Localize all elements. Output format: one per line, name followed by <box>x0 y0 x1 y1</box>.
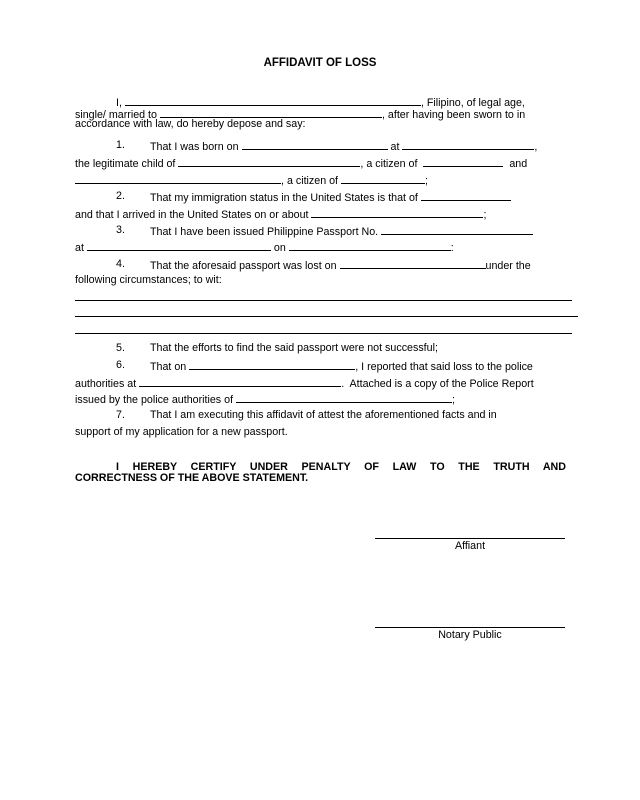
item2-end: ; <box>483 209 487 221</box>
arrival-date-blank[interactable] <box>311 207 483 218</box>
intro-civil-status: single/ married to <box>75 109 157 121</box>
item3-line-2 <box>75 240 454 255</box>
affiant-signature-line[interactable] <box>375 538 565 539</box>
item1-line-3 <box>75 173 428 188</box>
spouse-name-blank[interactable] <box>160 107 382 118</box>
item1-line-1: That I was born on at , <box>150 141 538 153</box>
item6-number: 6. <box>116 359 125 371</box>
item5-line-1: That the efforts to find the said passport were not successful; <box>150 342 438 354</box>
intro-opening: I, <box>116 97 122 109</box>
father-citizenship-blank[interactable] <box>423 156 503 167</box>
loss-date-blank[interactable] <box>340 258 486 269</box>
notary-label: Notary Public <box>438 629 502 641</box>
item1-line-2 <box>75 156 527 171</box>
item5-number: 5. <box>116 342 125 354</box>
item3-at: at <box>75 242 84 254</box>
birth-place-blank[interactable] <box>402 139 534 150</box>
item4-line-1 <box>150 258 531 273</box>
item6-reported: , I reported that said loss to the police <box>355 361 533 373</box>
item7-number: 7. <box>116 409 125 421</box>
item2-arrived: and that I arrived in the United States on or about <box>75 209 309 221</box>
affiant-label: Affiant <box>454 540 486 552</box>
item7-line-2: support of my application for a new passport. <box>75 426 288 438</box>
item3-on: on <box>273 242 286 254</box>
item2-line-2 <box>75 207 486 222</box>
item4-lost-on: That the aforesaid passport was lost on <box>150 260 337 272</box>
item1-number: 1. <box>116 139 125 151</box>
item2-line-1 <box>150 190 511 205</box>
item6-end: ; <box>452 394 456 406</box>
passport-number-blank[interactable] <box>381 224 533 235</box>
certification-line-2: CORRECTNESS OF THE ABOVE STATEMENT. <box>75 472 309 484</box>
item1-citizen-of-2: , a citizen of <box>281 175 339 187</box>
intro-sworn: , after having been sworn to in <box>381 109 526 121</box>
report-date-blank[interactable] <box>189 359 355 370</box>
police-authority-blank[interactable] <box>236 392 452 403</box>
item6-issued-by: issued by the police authorities of <box>75 394 234 406</box>
circumstances-line-2[interactable] <box>75 316 578 317</box>
affiant-name-blank[interactable] <box>125 95 421 106</box>
item3-line-1 <box>150 224 533 239</box>
mother-citizenship-blank[interactable] <box>341 173 425 184</box>
father-name-blank[interactable] <box>178 156 360 167</box>
item1-born-on: That I was born on <box>150 141 239 153</box>
immigration-status-blank[interactable] <box>421 190 511 201</box>
item6-that-on: That on <box>150 361 187 373</box>
item1-end: ; <box>425 175 428 187</box>
item4-under: under the <box>485 260 531 272</box>
item6-authorities-at: authorities at <box>75 378 137 390</box>
item1-citizen-of: , a citizen of <box>360 158 418 170</box>
item6-line-3 <box>75 392 455 407</box>
item1-child-of: the legitimate child of <box>75 158 176 170</box>
document-title: AFFIDAVIT OF LOSS <box>263 57 377 69</box>
certification-line-1: I HEREBY CERTIFY UNDER PENALTY OF LAW TO THE TRUTH AND <box>116 461 566 473</box>
item6-line-2 <box>75 376 534 391</box>
item6-attached: . Attached is a copy of the Police Report <box>341 378 534 390</box>
circumstances-line-3[interactable] <box>75 333 572 334</box>
item6-line-1 <box>150 359 533 374</box>
birth-date-blank[interactable] <box>242 139 388 150</box>
item4-number: 4. <box>116 258 125 270</box>
passport-issue-date-blank[interactable] <box>289 240 451 251</box>
item3-end: : <box>450 242 454 254</box>
item2-number: 2. <box>116 190 125 202</box>
item7-line-1: That I am executing this affidavit of attest the aforementioned facts and in <box>150 409 497 421</box>
intro-line-3: accordance with law, do hereby depose and say: <box>75 118 306 130</box>
notary-signature-line[interactable] <box>375 627 565 628</box>
item4-line-2: following circumstances; to wit: <box>75 274 222 286</box>
mother-name-blank[interactable] <box>75 173 281 184</box>
item1-and: and <box>509 158 528 170</box>
item3-number: 3. <box>116 224 125 236</box>
passport-issue-place-blank[interactable] <box>87 240 271 251</box>
police-station-blank[interactable] <box>139 376 341 387</box>
item3-issued: That I have been issued Philippine Passport No. <box>150 226 379 238</box>
item1-at: at <box>390 141 400 153</box>
item2-status: That my immigration status in the United States is that of <box>150 192 418 204</box>
circumstances-line-1[interactable] <box>75 300 572 301</box>
intro-nationality: , Filipino, of legal age, <box>420 97 525 109</box>
